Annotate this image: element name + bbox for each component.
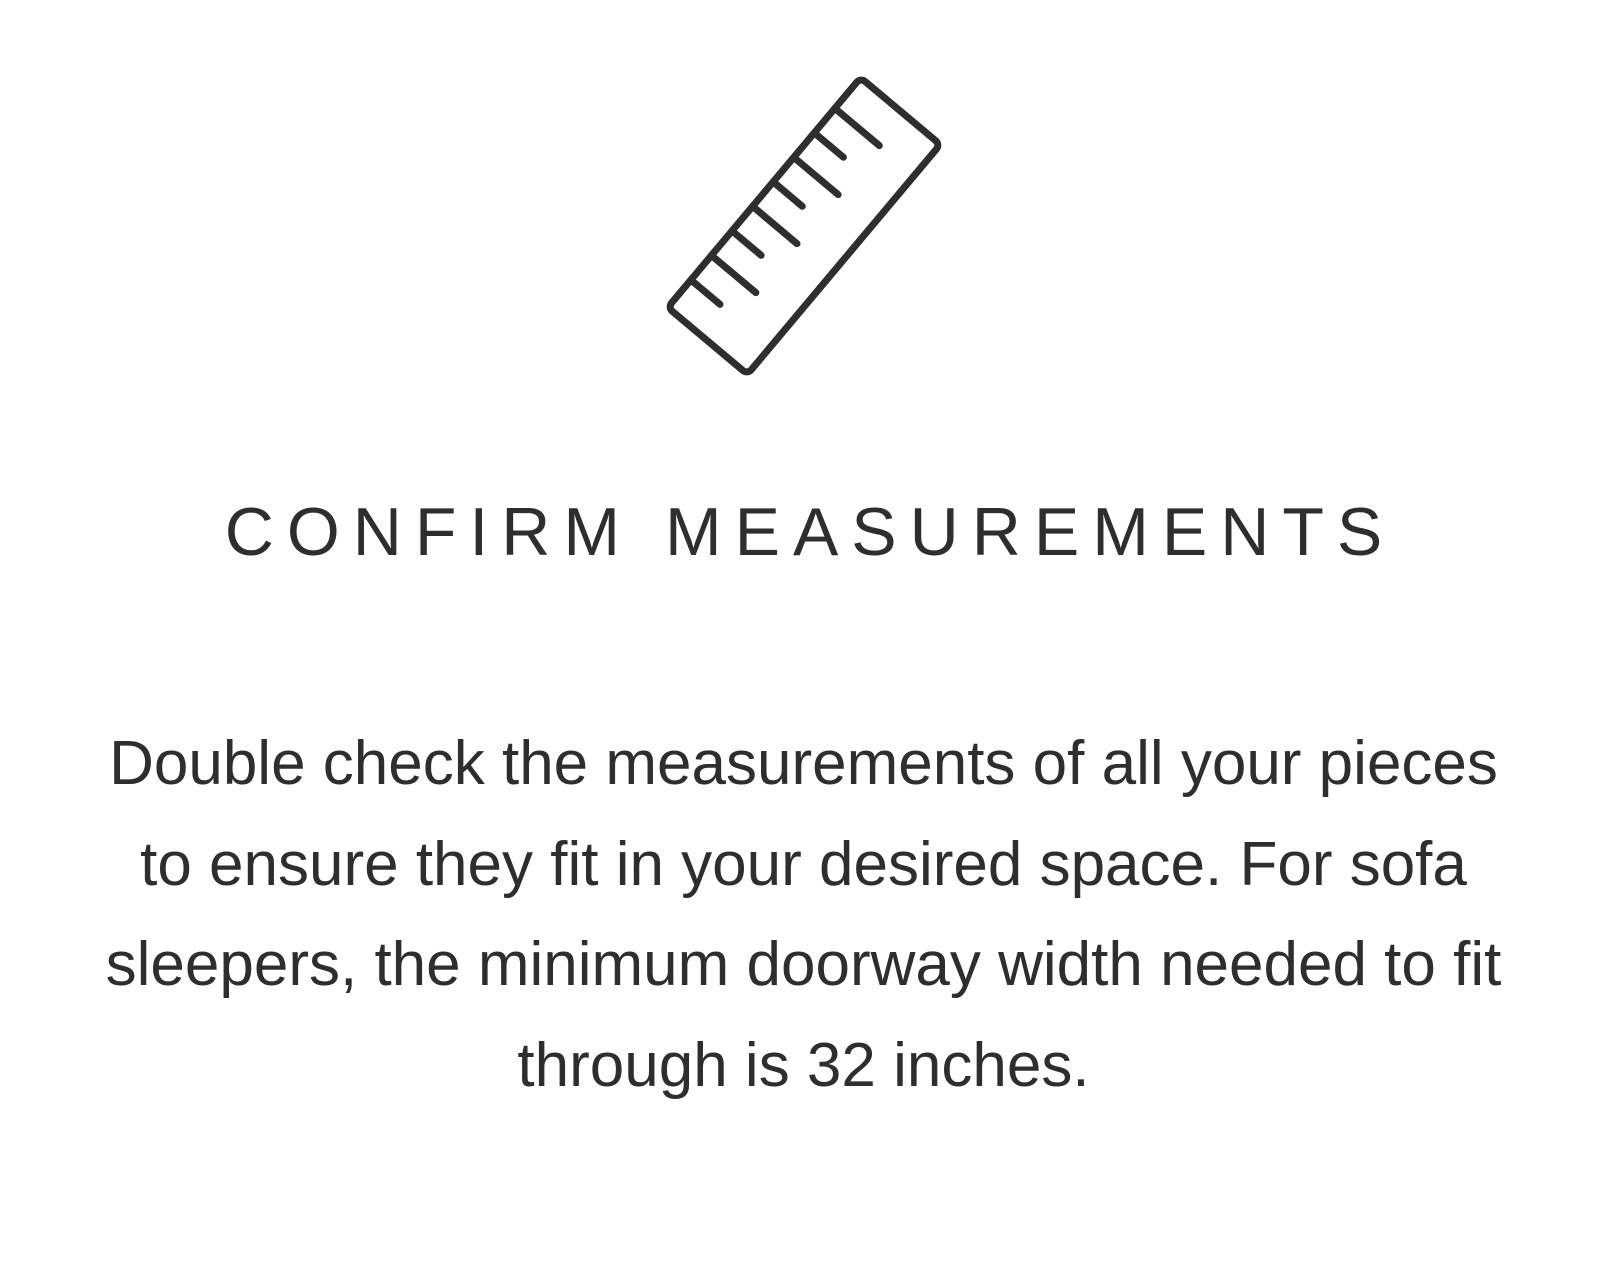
description-text: Double check the measurements of all your pieces to ensure they fit in your desired space. For sofa sleepers, the minimum doorway width needed to fit through is 32 inches.	[105, 729, 1502, 1100]
ruler-icon	[604, 46, 1004, 406]
page-title: CONFIRM MEASUREMENTS	[224, 494, 1396, 570]
